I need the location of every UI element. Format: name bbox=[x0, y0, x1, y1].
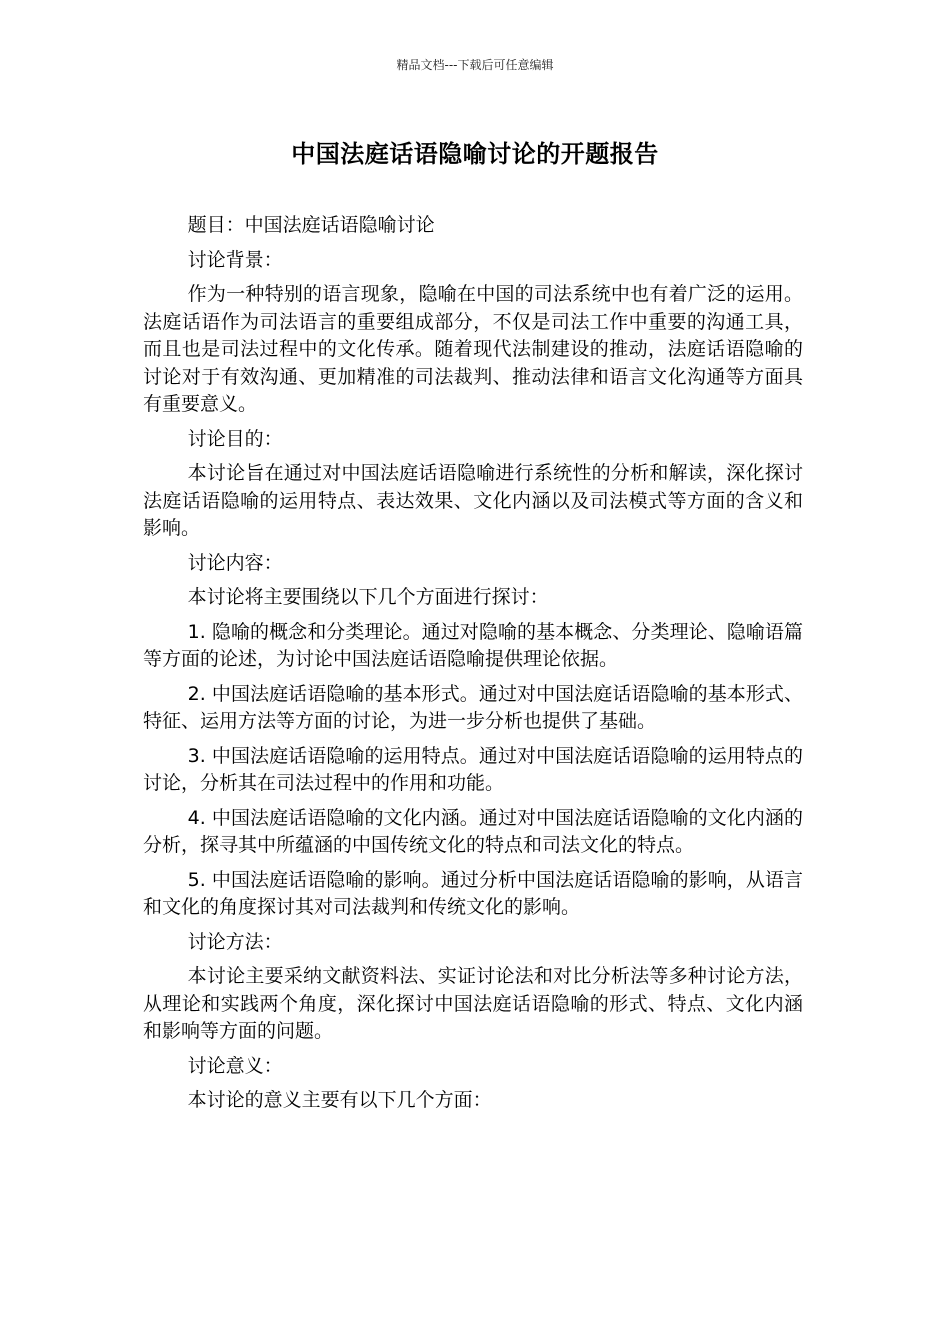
document-title: 中国法庭话语隐喻讨论的开题报告 bbox=[291, 140, 659, 168]
document-body bbox=[143, 212, 803, 1122]
paragraph-content-intro: 本讨论将主要围绕以下几个方面进行探讨： bbox=[187, 586, 549, 608]
header-note: 精品文档---下载后可任意编辑 bbox=[396, 58, 554, 72]
paragraph-background: 作为一种特别的语言现象，隐喻在中国的司法系统中也有着广泛的运用。法庭话语作为司法语言的重要组成部分，不仅是司法工作中重要的沟通工具，而且也是司法过程中的文化传承。随着现代法制建设的推动，法庭话语隐喻的讨论对于有效沟通、更加精准的司法裁判、推动法律和语言文化沟通等方面具有重要意义。 bbox=[143, 283, 803, 415]
list-item: 3. 中国法庭话语隐喻的运用特点。通过对中国法庭话语隐喻的运用特点的讨论，分析其在司法过程中的作用和功能。 bbox=[143, 744, 803, 794]
list-item: 5. 中国法庭话语隐喻的影响。通过分析中国法庭话语隐喻的影响，从语言和文化的角度探讨其对司法裁判和传统文化的影响。 bbox=[143, 868, 803, 918]
heading-background: 讨论背景： bbox=[187, 248, 283, 271]
list-item: 1. 隐喻的概念和分类理论。通过对隐喻的基本概念、分类理论、隐喻语篇等方面的论述，为讨论中国法庭话语隐喻提供理论依据。 bbox=[143, 620, 803, 670]
paragraph-topic: 题目：中国法庭话语隐喻讨论 bbox=[187, 214, 435, 236]
list-item: 4. 中国法庭话语隐喻的文化内涵。通过对中国法庭话语隐喻的文化内涵的分析，探寻其中所蕴涵的中国传统文化的特点和司法文化的特点。 bbox=[143, 806, 803, 856]
heading-purpose: 讨论目的： bbox=[187, 427, 283, 450]
list-item: 2. 中国法庭话语隐喻的基本形式。通过对中国法庭话语隐喻的基本形式、特征、运用方法等方面的讨论，为进一步分析也提供了基础。 bbox=[143, 682, 803, 732]
paragraph-purpose: 本讨论旨在通过对中国法庭话语隐喻进行系统性的分析和解读，深化探讨法庭话语隐喻的运用特点、表达效果、文化内涵以及司法模式等方面的含义和影响。 bbox=[143, 462, 803, 539]
heading-significance: 讨论意义： bbox=[187, 1054, 283, 1077]
paragraph-method: 本讨论主要采纳文献资料法、实证讨论法和对比分析法等多种讨论方法，从理论和实践两个角度，深化探讨中国法庭话语隐喻的形式、特点、文化内涵和影响等方面的问题。 bbox=[143, 965, 803, 1042]
heading-method: 讨论方法： bbox=[187, 930, 283, 953]
heading-content: 讨论内容： bbox=[187, 551, 283, 574]
paragraph-significance-intro: 本讨论的意义主要有以下几个方面： bbox=[187, 1089, 492, 1111]
